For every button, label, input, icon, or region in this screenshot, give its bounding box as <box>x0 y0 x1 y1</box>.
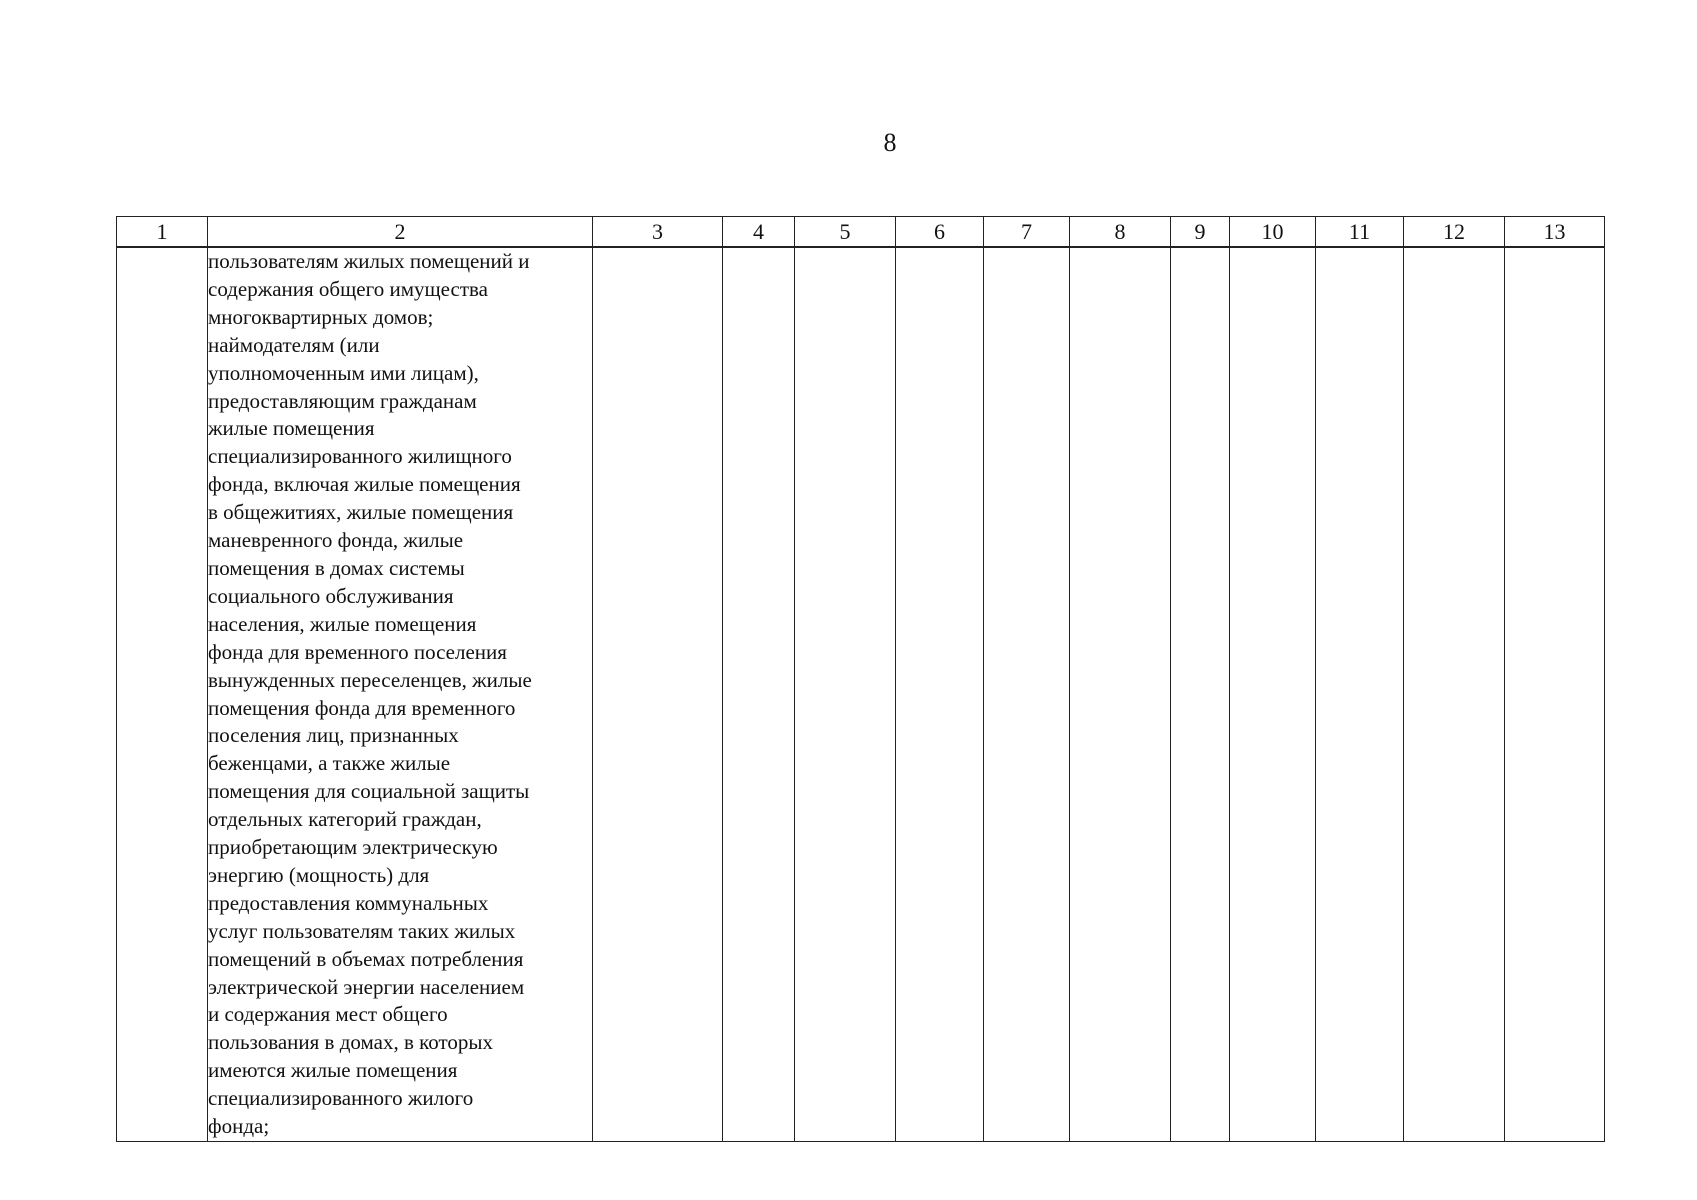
text-line: поселения лиц, признанных <box>208 723 459 748</box>
text-line: населения, жилые помещения <box>208 611 477 636</box>
text-line: электрической энергии населением <box>208 974 525 999</box>
cell-col-2 <box>208 247 593 1142</box>
text-line: помещения фонда для временного <box>208 695 516 720</box>
text-line: отдельных категорий граждан, <box>208 807 482 832</box>
cell-col-1 <box>117 247 208 1142</box>
cell-col-7 <box>984 247 1070 1142</box>
text-line: помещения для социальной защиты <box>208 779 530 804</box>
text-line: специализированного жилищного <box>208 444 512 469</box>
text-line: услуг пользователям таких жилых <box>208 918 516 943</box>
text-line: пользования в домах, в которых <box>208 1030 493 1055</box>
text-line: приобретающим электрическую <box>208 835 498 860</box>
table-row <box>117 247 1605 1142</box>
text-line: фонда, включая жилые помещения <box>208 472 521 497</box>
column-header-5: 5 <box>795 217 896 248</box>
text-line: наймодателям (или <box>208 332 380 357</box>
text-line: содержания общего имущества <box>208 276 488 301</box>
text-line: в общежитиях, жилые помещения <box>208 500 514 525</box>
text-line: социального обслуживания <box>208 583 454 608</box>
cell-col-5 <box>795 247 896 1142</box>
column-header-7: 7 <box>984 217 1070 248</box>
column-header-3: 3 <box>593 217 723 248</box>
text-line: фонда для временного поселения <box>208 639 507 664</box>
column-header-9: 9 <box>1171 217 1230 248</box>
column-header-6: 6 <box>896 217 984 248</box>
column-header-8: 8 <box>1070 217 1171 248</box>
cell-col-3 <box>593 247 723 1142</box>
cell-col-8 <box>1070 247 1171 1142</box>
cell-col-6 <box>896 247 984 1142</box>
cell-col-10 <box>1230 247 1316 1142</box>
text-line: беженцами, а также жилые <box>208 751 451 776</box>
cell-col-9 <box>1171 247 1230 1142</box>
text-line: маневренного фонда, жилые <box>208 528 464 553</box>
column-header-10: 10 <box>1230 217 1316 248</box>
column-header-4: 4 <box>723 217 795 248</box>
cell-col-11 <box>1316 247 1404 1142</box>
column-header-2: 2 <box>208 217 593 248</box>
text-line: помещения в домах системы <box>208 555 465 580</box>
column-header-1: 1 <box>117 217 208 248</box>
text-line: жилые помещения <box>208 416 375 441</box>
column-header-13: 13 <box>1505 217 1605 248</box>
text-line: помещений в объемах потребления <box>208 946 524 971</box>
data-table <box>116 216 1605 1142</box>
text-line: предоставления коммунальных <box>208 890 489 915</box>
text-line: и содержания мест общего <box>208 1002 448 1027</box>
text-line: имеются жилые помещения <box>208 1058 458 1083</box>
text-line: фонда; <box>208 1114 270 1139</box>
page-number: 8 <box>883 128 897 157</box>
cell-col-12 <box>1404 247 1505 1142</box>
header-row <box>117 217 1605 248</box>
text-line: предоставляющим гражданам <box>208 388 477 413</box>
cell-col-13 <box>1505 247 1605 1142</box>
column-header-11: 11 <box>1316 217 1404 248</box>
text-line: пользователям жилых помещений и <box>208 249 530 273</box>
column-header-12: 12 <box>1404 217 1505 248</box>
text-line: вынужденных переселенцев, жилые <box>208 667 532 692</box>
text-line: уполномоченным ими лицам), <box>208 360 479 385</box>
text-line: многоквартирных домов; <box>208 304 434 329</box>
text-line: специализированного жилого <box>208 1086 474 1111</box>
cell-col-4 <box>723 247 795 1142</box>
text-line: энергию (мощность) для <box>208 862 430 887</box>
